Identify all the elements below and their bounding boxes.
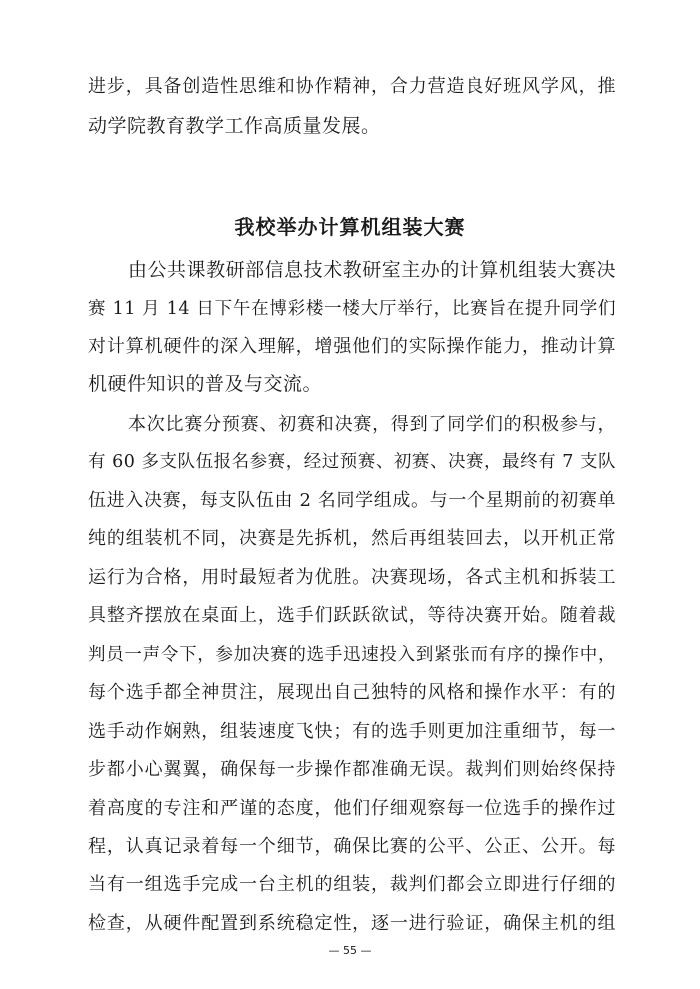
paragraph-2-line-1: 本次比赛分预赛、初赛和决赛，得到了同学们的积极参与， (128, 414, 616, 435)
paragraph-2-line-12: 程，认真记录着每一个细节，确保比赛的公平、公正、公开。每 (88, 836, 616, 857)
article-title: 我校举办计算机组装大赛 (234, 215, 466, 239)
paragraph-2-line-8: 每个选手都全神贯注，展现出自己独特的风格和操作水平：有的 (88, 682, 616, 703)
paragraph-2-line-13: 当有一组选手完成一台主机的组装，裁判们都会立即进行仔细的 (88, 874, 616, 895)
paragraph-2-line-7: 判员一声令下，参加决赛的选手迅速投入到紧张而有序的操作中， (88, 645, 616, 665)
paragraph-2-line-10: 步都小心翼翼，确保每一步操作都准确无误。裁判们则始终保持 (88, 759, 616, 780)
paragraph-2-line-3: 伍进入决赛，每支队伍由 2 名同学组成。与一个星期前的初赛单 (88, 490, 616, 511)
paragraph-2-line-11: 着高度的专注和严谨的态度，他们仔细观察每一位选手的操作过 (88, 798, 616, 819)
page-number: — 55 — (328, 944, 372, 957)
paragraph-2-line-14: 检查，从硬件配置到系统稳定性，逐一进行验证，确保主机的组 (88, 913, 616, 934)
paragraph-1-line-4: 机硬件知识的普及与交流。 (88, 373, 323, 395)
carryover-line-1: 进步，具备创造性思维和协作精神，合力营造良好班风学风，推 (88, 76, 616, 97)
paragraph-1-line-1: 由公共课教研部信息技术教研室主办的计算机组装大赛决 (128, 259, 616, 281)
paragraph-2-line-5: 运行为合格，用时最短者为优胜。决赛现场，各式主机和拆装工 (88, 567, 616, 588)
paragraph-1-line-3: 对计算机硬件的深入理解，增强他们的实际操作能力，推动计算 (88, 336, 616, 357)
paragraph-2-line-9: 选手动作娴熟，组装速度飞快；有的选手则更加注重细节，每一 (88, 721, 616, 742)
paragraph-1-line-2: 赛 11 月 14 日下午在博彩楼一楼大厅举行，比赛旨在提升同学们 (88, 299, 616, 319)
paragraph-2-line-4: 纯的组装机不同，决赛是先拆机，然后再组装回去，以开机正常 (88, 528, 616, 549)
paragraph-2-line-2: 有 60 多支队伍报名参赛，经过预赛、初赛、决赛，最终有 7 支队 (88, 452, 616, 472)
carryover-line-2: 动学院教育教学工作高质量发展。 (88, 115, 381, 137)
paragraph-2-line-6: 具整齐摆放在桌面上，选手们跃跃欲试，等待决赛开始。随着裁 (88, 605, 616, 626)
